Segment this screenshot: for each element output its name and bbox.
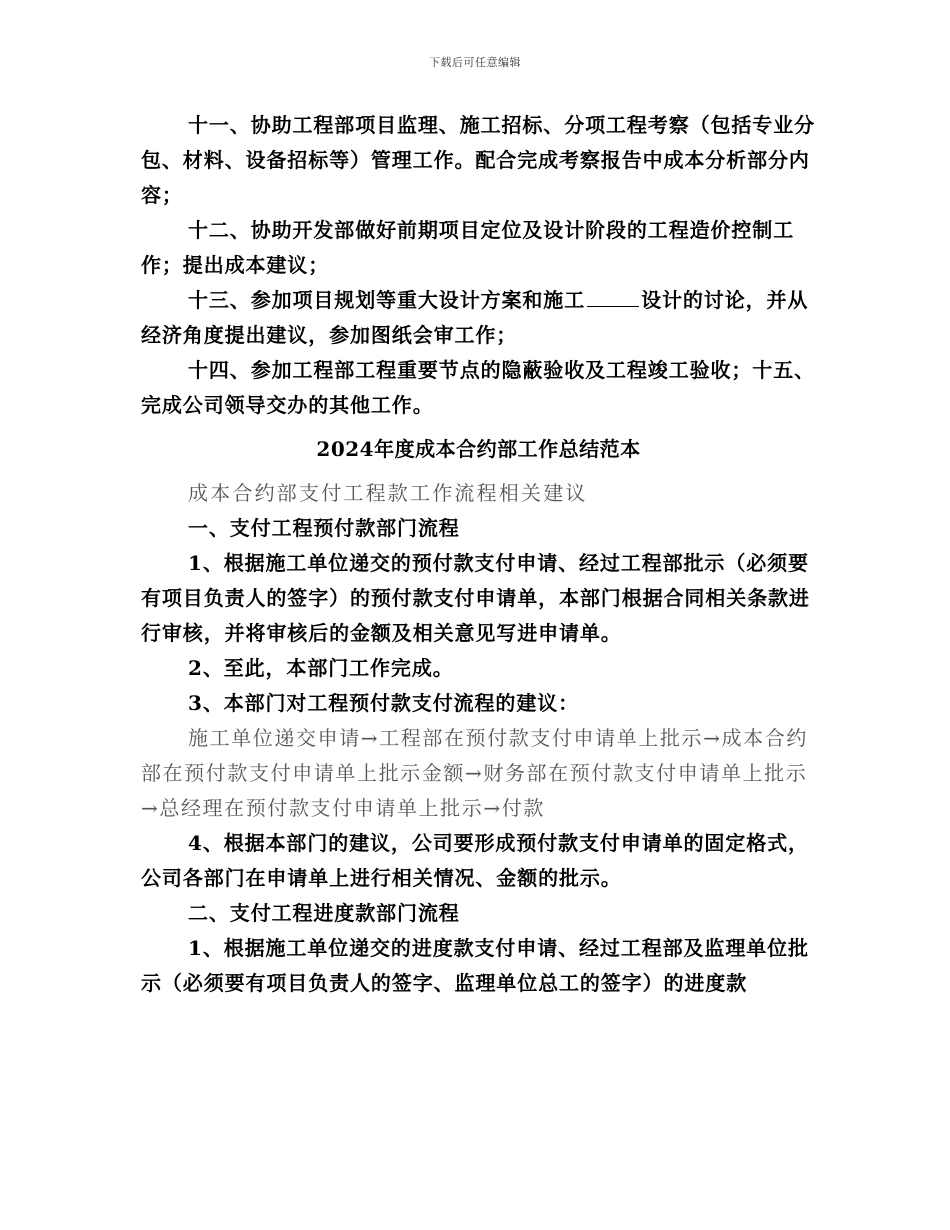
paragraph-12: 十二、协助开发部做好前期项目定位及设计阶段的工程造价控制工作；提出成本建议； — [141, 218, 795, 277]
heading-1: 一、支付工程预付款部门流程 — [188, 516, 460, 540]
paragraph-14: 十四、参加工程部工程重要节点的隐蔽验收及工程竣工验收；十五、完成公司领导交办的其他工作。 — [141, 358, 815, 417]
document-body — [141, 108, 816, 1001]
heading-2: 二、支付工程进度款部门流程 — [188, 901, 460, 925]
flow-description: 施工单位递交申请→工程部在预付款支付申请单上批示→成本合约部在预付款支付申请单上批示金额→财务部在预付款支付申请单上批示→总经理在预付款支付申请单上批示→付款 — [141, 726, 808, 820]
item-1-1: 1、根据施工单位递交的预付款支付申请、经过工程部批示（必须要有项目负责人的签字）的预付款支付申请单，本部门根据合同相关条款进行审核，并将审核后的金额及相关意见写进申请单。 — [141, 551, 810, 645]
item-2-1: 1、根据施工单位递交的进度款支付申请、经过工程部及监理单位批示（必须要有项目负责人的签字、监理单位总工的签字）的进度款 — [141, 936, 809, 995]
item-1-3: 3、本部门对工程预付款支付流程的建议： — [188, 691, 580, 715]
item-1-4: 4、根据本部门的建议，公司要形成预付款支付申请单的固定格式，公司各部门在申请单上进行相关情况、金额的批示。 — [141, 831, 809, 890]
item-1-2: 2、至此，本部门工作完成。 — [188, 656, 454, 680]
paragraph-13-part-1: 十三、参加项目规划等重大设计方案和施工 — [188, 288, 586, 312]
subtitle: 成本合约部支付工程款工作流程相关建议 — [188, 481, 588, 505]
section-title: 2024年度成本合约部工作总结范本 — [316, 437, 641, 461]
paragraph-13 — [141, 283, 816, 353]
paragraph-13-part-2: 设计的讨论，并从经济角度提出建议，参加图纸会审工作； — [141, 288, 809, 347]
header-note: 下载后可任意编辑 — [429, 56, 521, 69]
paragraph-11: 十一、协助工程部项目监理、施工招标、分项工程考察（包括专业分包、材料、设备招标等）管理工作。配合完成考察报告中成本分析部分内容； — [141, 113, 815, 207]
fill-blank — [587, 288, 639, 307]
